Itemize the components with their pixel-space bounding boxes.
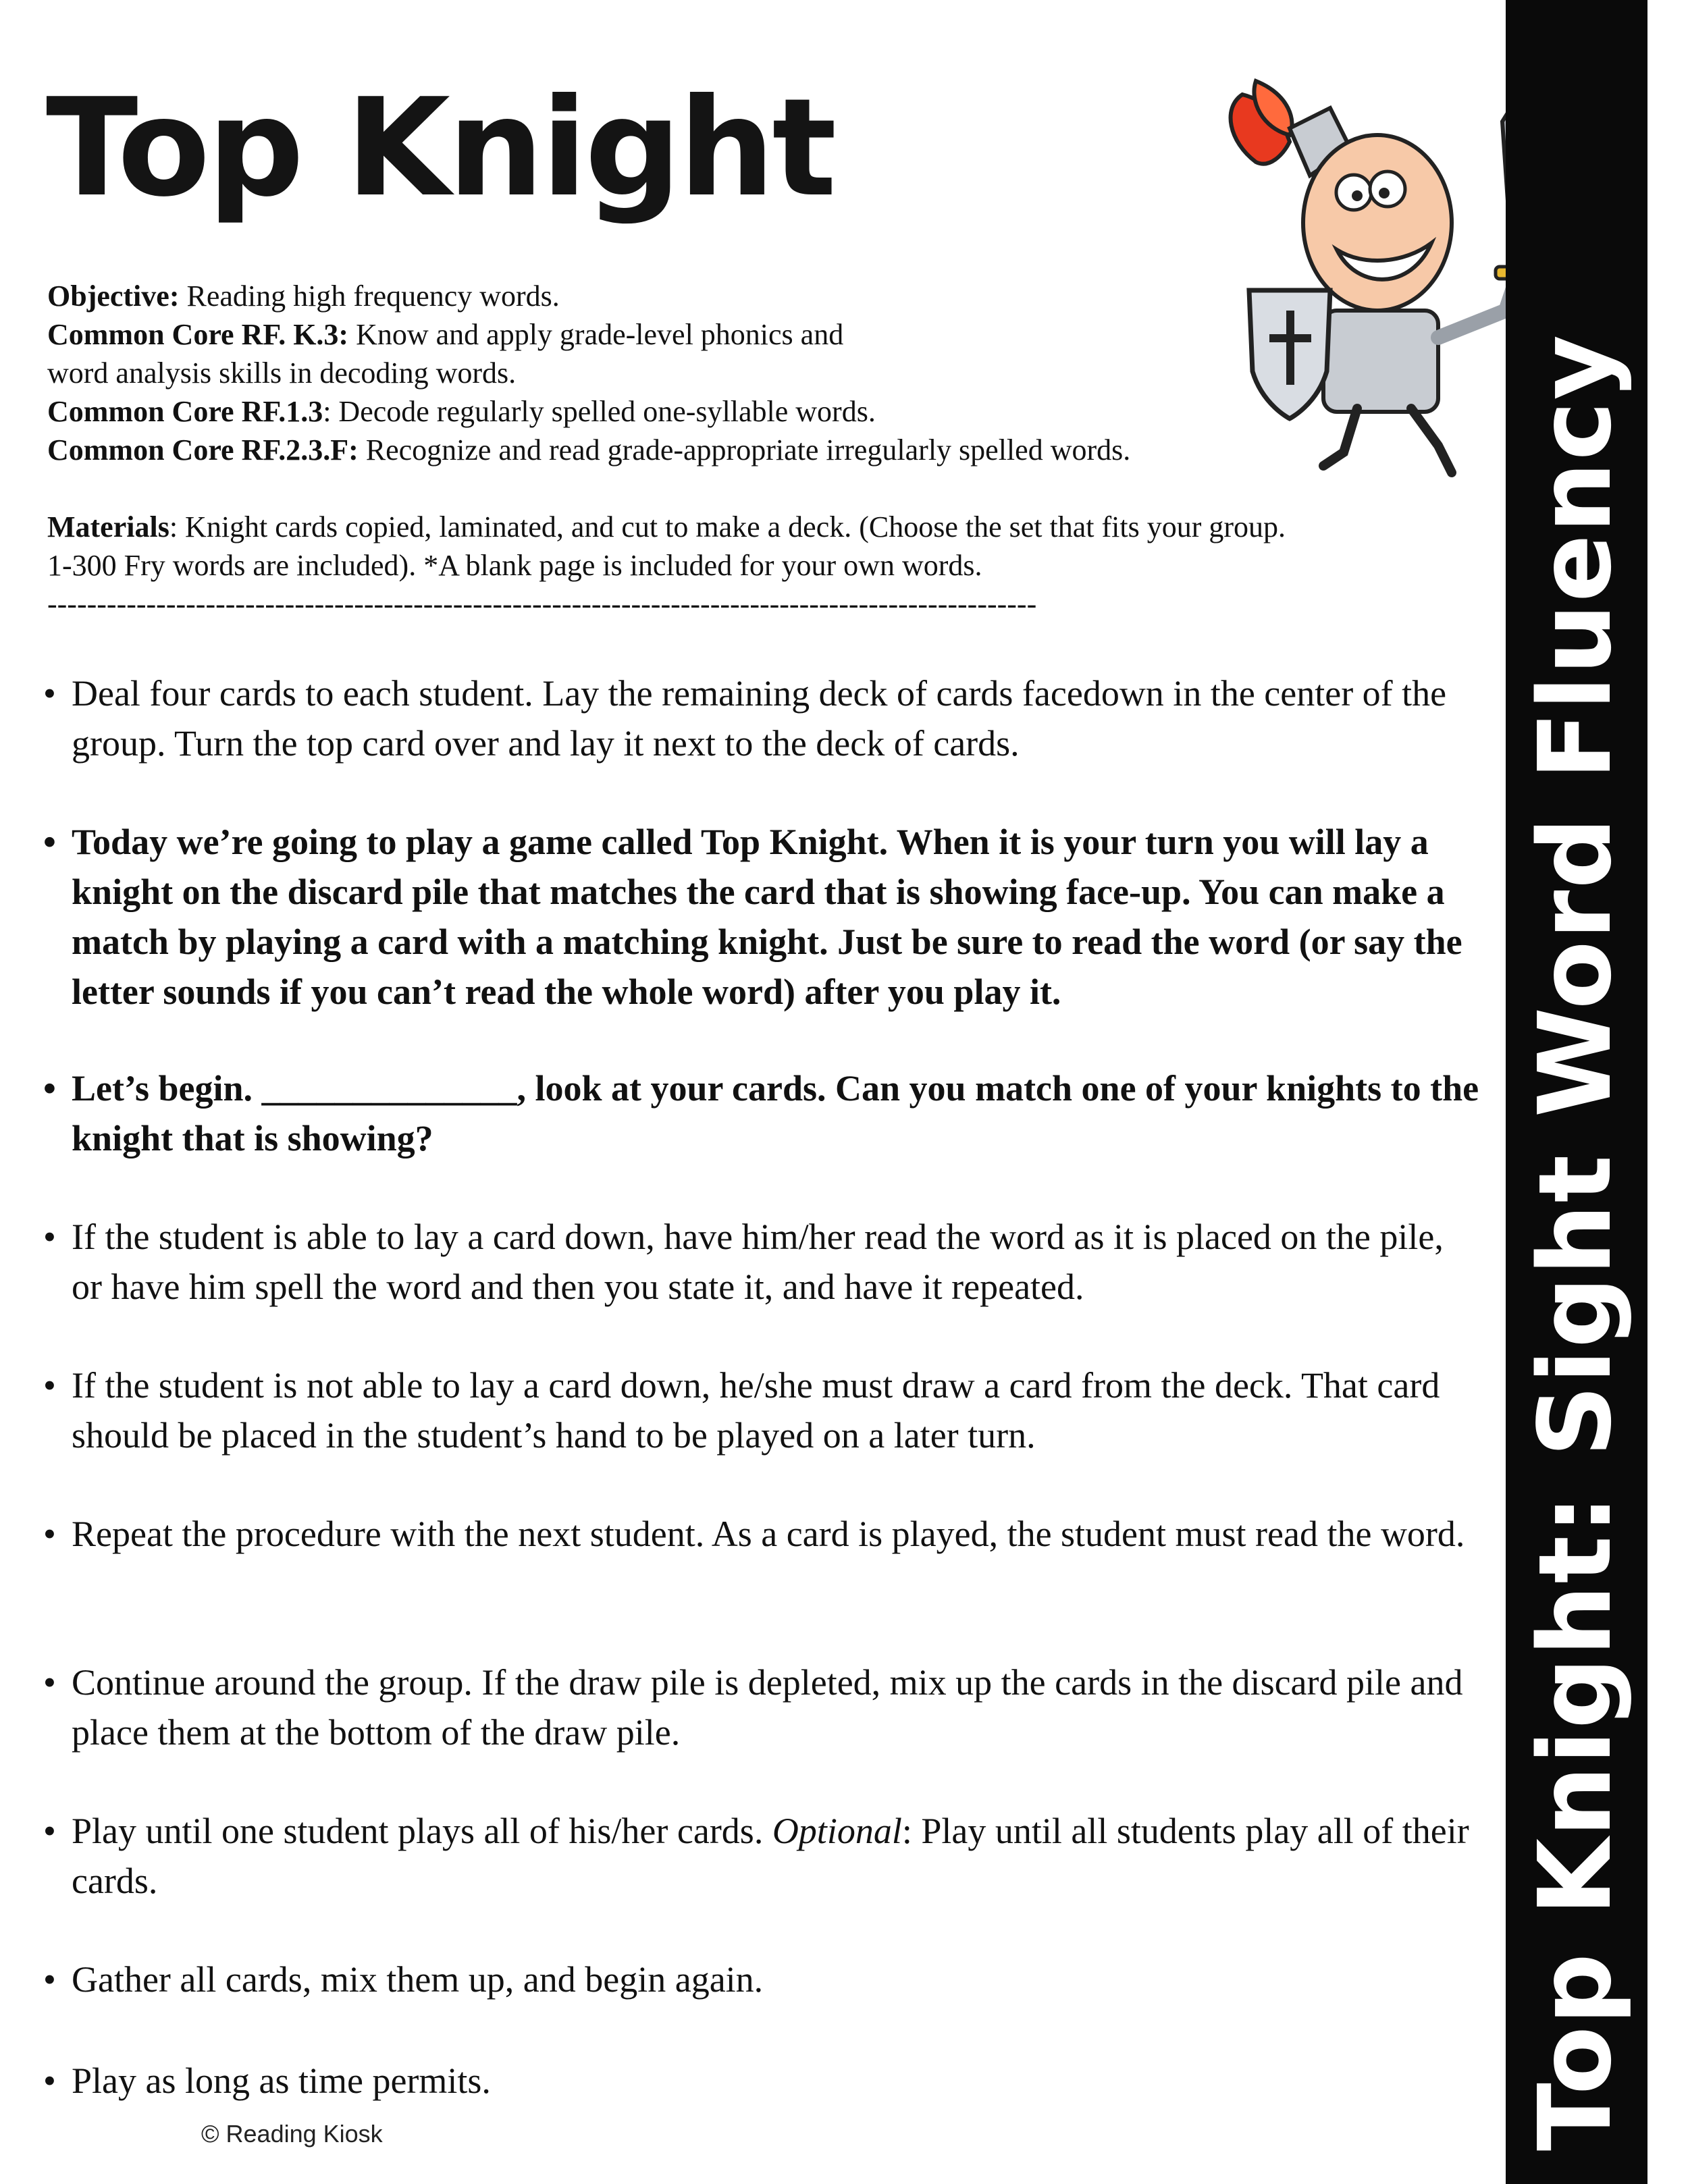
- divider: ----------------------------------------------------------------------------------------------------: [47, 587, 1037, 620]
- step-continue: [43, 1657, 1481, 1757]
- page-title: Top Knight: [46, 70, 835, 227]
- materials-line-2: 1-300 Fry words are included). *A blank page is included for your own words.: [47, 549, 982, 582]
- step-deal-cards: [43, 668, 1481, 768]
- step-text: Today we’re going to play a game called Top Knight. When it is your turn you will lay a knight on the discard pile that matches the card that is showing face-up. You can make a match by playing a card with a matching knight. Just be sure to read the word (or say the letter sounds if you can’t read the whole word) after you play it.: [72, 822, 1462, 1012]
- step-able-to-lay: [43, 1212, 1481, 1312]
- common-core-23f-text: Recognize and read grade-appropriate irregularly spelled words.: [358, 433, 1131, 467]
- step-text: Gather all cards, mix them up, and begin again.: [72, 1959, 764, 2000]
- bullet: •: [43, 1068, 56, 1109]
- sidebar-title: Top Knight: Sight Word Fluency: [1517, 333, 1633, 2152]
- step-gather: [43, 1954, 1481, 2004]
- step-text: Play as long as time permits.: [72, 2060, 491, 2101]
- materials-line: [47, 508, 1458, 546]
- optional-label: Optional: [772, 1811, 902, 1851]
- step-play-as-long: [43, 2056, 1481, 2106]
- materials-text: : Knight cards copied, laminated, and cut to make a deck. (Choose the set that fits your group.: [169, 510, 1286, 543]
- step-text: Play until one student plays all of his/her cards.: [72, 1811, 772, 1851]
- common-core-k3-line-2: word analysis skills in decoding words.: [47, 356, 517, 390]
- bullet: •: [43, 1514, 56, 1554]
- common-core-k3-label: Common Core RF. K.3:: [47, 318, 349, 351]
- bullet: •: [43, 1959, 56, 2000]
- bullet: •: [43, 673, 56, 714]
- step-text-cont: : Play until all students play all of their cards.: [72, 1811, 1469, 1901]
- bullet: •: [43, 822, 56, 862]
- materials-label: Materials: [47, 510, 169, 543]
- objective-text: Reading high frequency words.: [179, 279, 560, 313]
- step-not-able-to-lay: [43, 1360, 1481, 1460]
- objective-label: Objective:: [47, 279, 180, 313]
- bullet: •: [43, 1662, 56, 1703]
- step-text: Deal four cards to each student. Lay the remaining deck of cards facedown in the center of the group. Turn the top card over and lay it next to the deck of cards.: [72, 673, 1447, 764]
- step-game-intro: [43, 817, 1481, 1017]
- step-text: Repeat the procedure with the next student. As a card is played, the student must read the word.: [72, 1514, 1465, 1554]
- bullet: •: [43, 1217, 56, 1257]
- step-play-until: [43, 1806, 1481, 1906]
- common-core-23f-label: Common Core RF.2.3.F:: [47, 433, 359, 467]
- common-core-13-label: Common Core RF.1.3: [47, 395, 323, 428]
- bullet: •: [43, 1811, 56, 1851]
- step-repeat: [43, 1509, 1481, 1559]
- step-text: If the student is not able to lay a card down, he/she must draw a card from the deck. That card should be placed in the student’s hand to be played on a later turn.: [72, 1365, 1440, 1456]
- step-text: Let’s begin. ______________, look at your cards. Can you match one of your knights to the knight that is showing?: [72, 1068, 1479, 1158]
- bullet: •: [43, 1365, 56, 1406]
- step-text: Continue around the group. If the draw pile is depleted, mix up the cards in the discard pile and place them at the bottom of the draw pile.: [72, 1662, 1463, 1753]
- step-text: If the student is able to lay a card down, have him/her read the word as it is placed on the pile, or have him spell the word and then you state it, and have it repeated.: [72, 1217, 1444, 1307]
- common-core-k3-text: Know and apply grade-level phonics and: [348, 318, 844, 351]
- bullet: •: [43, 2060, 56, 2101]
- step-lets-begin: [43, 1063, 1481, 1163]
- copyright-footer: © Reading Kiosk: [201, 2120, 383, 2148]
- common-core-13-text: : Decode regularly spelled one-syllable words.: [323, 395, 876, 428]
